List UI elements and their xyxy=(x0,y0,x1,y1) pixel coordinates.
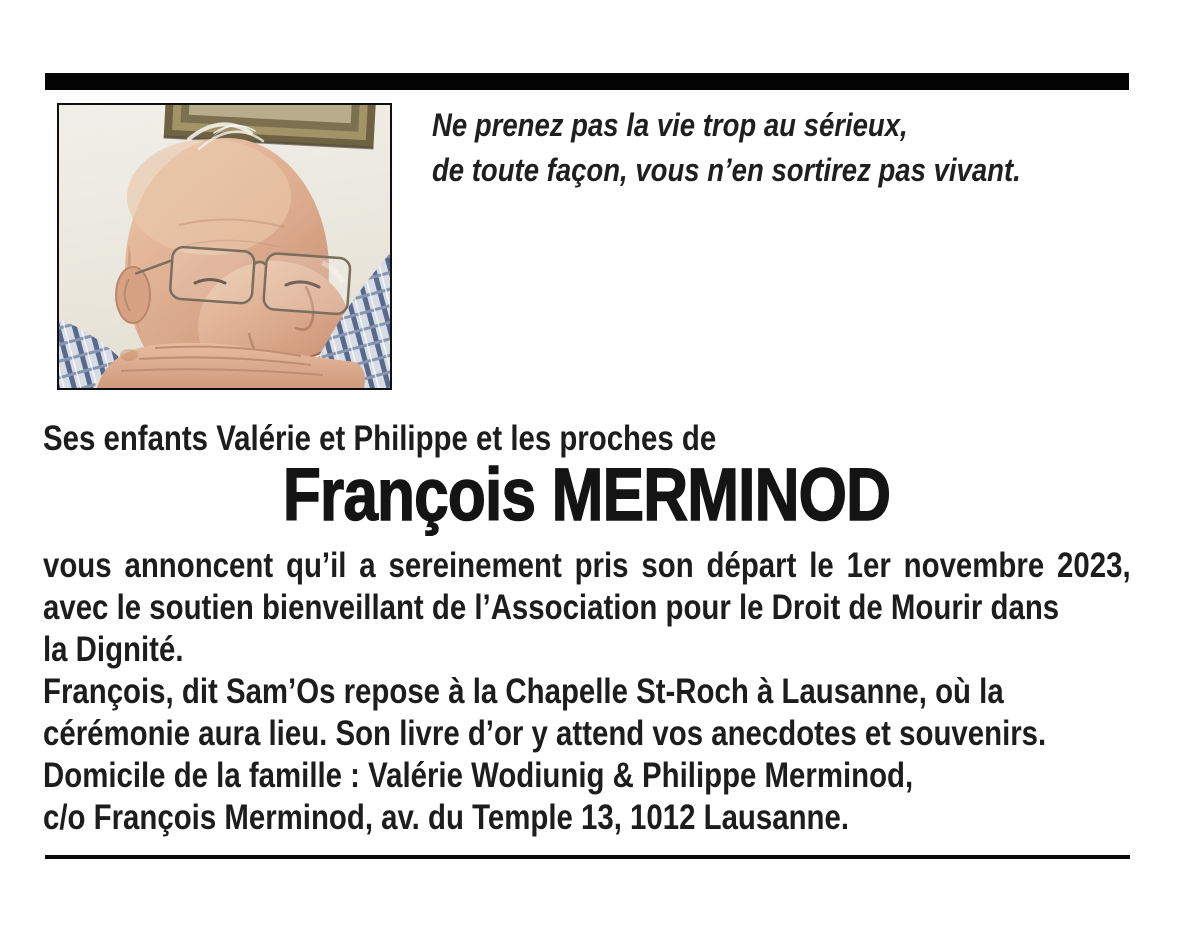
body-line-1: vous annoncent qu’il a sereinement pris son départ le 1er novembre 2023, xyxy=(43,546,1131,585)
top-rule xyxy=(45,73,1129,90)
body-line-7: c/o François Merminod, av. du Temple 13, 1012 Lausanne. xyxy=(43,798,850,837)
portrait-photo xyxy=(57,103,392,390)
bottom-rule xyxy=(45,855,1130,859)
quote-line-2: de toute façon, vous n’en sortirez pas vivant. xyxy=(432,152,1021,188)
deceased-name: François MERMINOD xyxy=(282,453,891,536)
quote-line-1: Ne prenez pas la vie trop au sérieux, xyxy=(432,107,908,143)
body-line-4: François, dit Sam’Os repose à la Chapelle St-Roch à Lausanne, où la xyxy=(43,672,1004,711)
intro-line: Ses enfants Valérie et Philippe et les proches de xyxy=(43,419,717,458)
portrait-photo-art xyxy=(59,105,390,388)
body-line-6: Domicile de la famille : Valérie Wodiunig & Philippe Merminod, xyxy=(43,756,914,795)
deceased-name-row xyxy=(43,455,1130,535)
quote-block xyxy=(432,103,1117,193)
body-line-3: la Dignité. xyxy=(43,630,184,669)
body-line-2: avec le soutien bienveillant de l’Association pour le Droit de Mourir dans xyxy=(43,588,1060,627)
body-line-5: cérémonie aura lieu. Son livre d’or y attend vos anecdotes et souvenirs. xyxy=(43,714,1047,753)
announcement-text xyxy=(43,545,1130,839)
